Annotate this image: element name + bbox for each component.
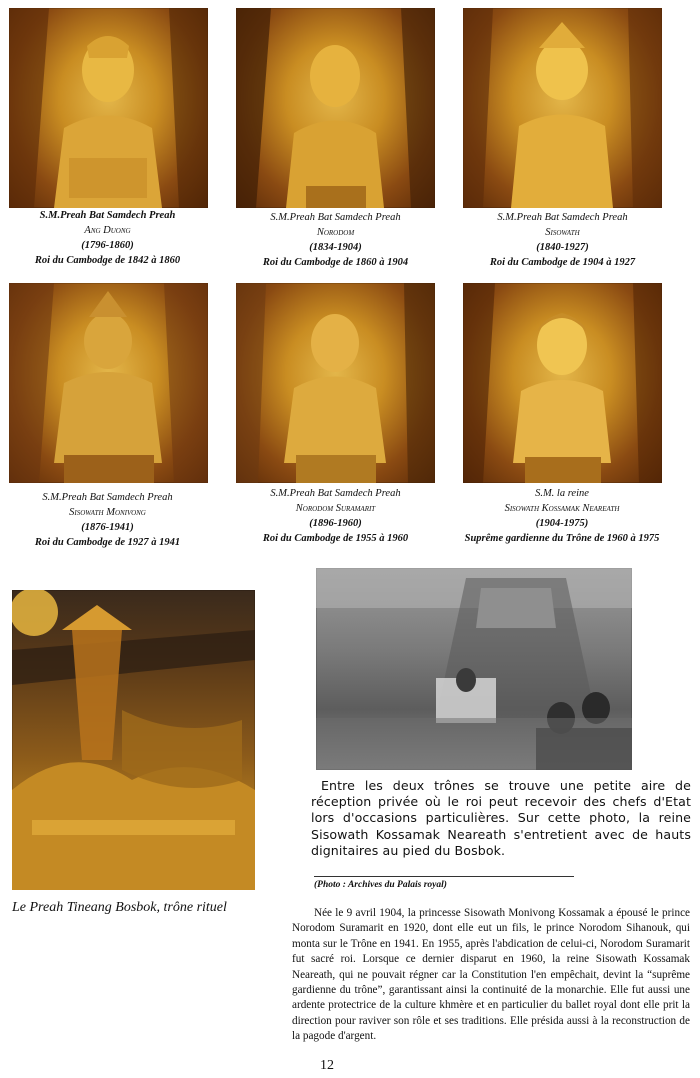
portrait-name: Sisowath Kossamak Neareath [504, 503, 620, 514]
portrait-honorific: S.M.Preah Bat Samdech Preah [270, 212, 401, 223]
portrait-reign: Suprême gardienne du Trône de 1960 à 1975 [464, 533, 660, 544]
throne-caption: Le Preah Tineang Bosbok, trône rituel [12, 900, 227, 915]
bust-photo-norodom [236, 8, 435, 208]
reception-caption: Entre les deux trônes se trouve une petite aire de réception privée où le roi peut recevoir des chefs d'Etat lors d'occasions particulières. Sur cette photo, la reine Sisowath Kossamak Neareath s'entretient avec de hauts dignitaires au pied du Bosbok. [311, 778, 691, 858]
portrait-honorific: S.M.Preah Bat Samdech Preah [497, 212, 628, 223]
bust-photo-sisowath-kossamak [463, 283, 662, 483]
bust-photo-ang-duong [9, 8, 208, 208]
portrait-name: Norodom Suramarit [295, 503, 376, 514]
caption-ang-duong [5, 208, 210, 268]
body-text: Née le 9 avril 1904, la princesse Sisowath Monivong Kossamak a épousé le prince Norodom Suramarit en 1920, dont elle eut un fils, le prince Norodom Sihanouk, qui monta sur le Trône en 1941. En 1955, après l'abdication de celui-ci, Norodom Suramarit fut sacré roi. Lorsque ce dernier disparut en 1960, la reine Sisowath Kossamak Neareath, qui ne pouvait régner car la Constitution l'en empêchait, devint la “suprême gardienne du trône”, garantissant ainsi la continuité de la monarchie. Elle fut aussi une ardente protectrice de la culture khmère et en particulier du ballet royal dont elle prit la direction pour raviver son rôle et ses traditions. Elle présida aussi à la reconstruction de la pagode d'argent. [292, 907, 690, 1043]
portrait-years: (1840-1927) [536, 242, 589, 253]
portrait-years: (1834-1904) [309, 242, 362, 253]
page-number: 12 [320, 1058, 334, 1073]
reception-photo [316, 568, 632, 770]
caption-norodom-suramarit [232, 486, 439, 546]
portrait-years: (1904-1975) [535, 518, 589, 529]
photo-credit: (Photo : Archives du Palais royal) [314, 876, 574, 890]
bust-photo-sisowath [463, 8, 662, 208]
bust-photo-norodom-suramarit [236, 283, 435, 483]
portrait-name: Ang Duong [84, 225, 131, 236]
portrait-reign: Roi du Cambodge de 1904 à 1927 [489, 257, 636, 268]
throne-photo-bosbok [12, 590, 255, 890]
caption-norodom [232, 210, 439, 270]
portrait-years: (1896-1960) [309, 518, 362, 529]
portrait-name: Norodom [316, 227, 355, 238]
portrait-honorific: S.M.Preah Bat Samdech Preah [39, 210, 176, 221]
portrait-years: (1796-1860) [81, 240, 134, 251]
portrait-reign: Roi du Cambodge de 1842 à 1860 [34, 255, 181, 266]
portrait-reign: Roi du Cambodge de 1927 à 1941 [34, 537, 181, 548]
bust-photo-sisowath-monivong [9, 283, 208, 483]
portrait-reign: Roi du Cambodge de 1860 à 1904 [262, 257, 409, 268]
portrait-name: Sisowath Monivong [69, 507, 146, 518]
portrait-honorific: S.M.Preah Bat Samdech Preah [42, 492, 173, 503]
portrait-name: Sisowath [545, 227, 580, 238]
caption-sisowath [459, 210, 666, 270]
portrait-years: (1876-1941) [81, 522, 134, 533]
portrait-honorific: S.M. la reine [535, 488, 589, 499]
caption-sisowath-kossamak [454, 486, 670, 546]
portrait-reign: Roi du Cambodge de 1955 à 1960 [262, 533, 409, 544]
portrait-honorific: S.M.Preah Bat Samdech Preah [270, 488, 401, 499]
caption-sisowath-monivong [5, 490, 210, 550]
